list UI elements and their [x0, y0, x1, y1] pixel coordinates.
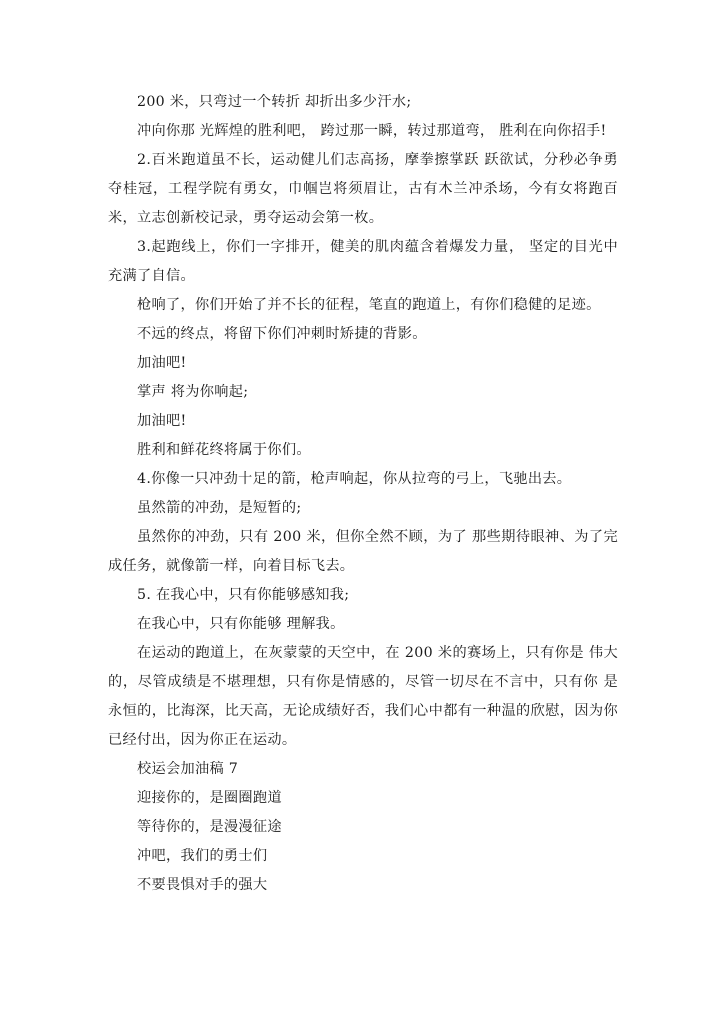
paragraph: 迎接你的，是圈圈跑道: [137, 790, 282, 806]
paragraph: 在运动的跑道上，在灰蒙蒙的天空中，在 200 米的赛场上，只有你是 伟大的，尽管成绩是不堪理想，只有你是情感的，尽管一切尽在不言中，只有你 是永恒的，比海深，比天高，无论成绩好否，我们心中都有一种温的欣慰，因为你已经付出，因为你正在运动。: [108, 645, 618, 748]
paragraph: 200 米，只弯过一个转折 却折出多少汗水;: [137, 94, 412, 110]
paragraph: 冲向你那 光辉煌的胜利吧， 跨过那一瞬，转过那道弯， 胜利在向你招手!: [137, 123, 607, 139]
paragraph: 胜利和鲜花终将属于你们。: [137, 442, 311, 458]
paragraph: 不远的终点，将留下你们冲刺时矫捷的背影。: [137, 326, 427, 342]
paragraph: 加油吧!: [137, 413, 187, 429]
paragraph: 3.起跑线上，你们一字排开，健美的肌肉蕴含着爆发力量， 坚定的目光中充满了自信。: [108, 239, 618, 284]
paragraph: 在我心中，只有你能够 理解我。: [137, 616, 345, 632]
paragraph: 掌声 将为你响起;: [137, 384, 249, 400]
paragraph: 5. 在我心中，只有你能够感知我;: [137, 587, 350, 603]
paragraph: 虽然箭的冲劲，是短暂的;: [137, 500, 302, 516]
section-heading: 校运会加油稿 7: [137, 761, 239, 777]
paragraph: 加油吧!: [137, 355, 187, 371]
paragraph: 枪响了，你们开始了并不长的征程，笔直的跑道上，有你们稳健的足迹。: [137, 297, 601, 313]
paragraph: 虽然你的冲劲，只有 200 米，但你全然不顾，为了 那些期待眼神、为了完成任务，就像箭一样，向着目标飞去。: [108, 529, 618, 574]
paragraph: 不要畏惧对手的强大: [137, 877, 268, 893]
paragraph: 2.百米跑道虽不长，运动健儿们志高扬，摩拳擦掌跃 跃欲试，分秒必争勇夺桂冠，工程学院有勇女，巾帼岂将须眉让，古有木兰冲杀场，今有女将跑百米，立志创新校记录，勇夺运动会第一枚。: [108, 152, 618, 226]
paragraph: 等待你的，是漫漫征途: [137, 819, 282, 835]
paragraph: 冲吧，我们的勇士们: [137, 848, 268, 864]
document-page: [108, 88, 618, 900]
paragraph: 4.你像一只冲劲十足的箭，枪声响起，你从拉弯的弓上，飞驰出去。: [137, 471, 572, 487]
